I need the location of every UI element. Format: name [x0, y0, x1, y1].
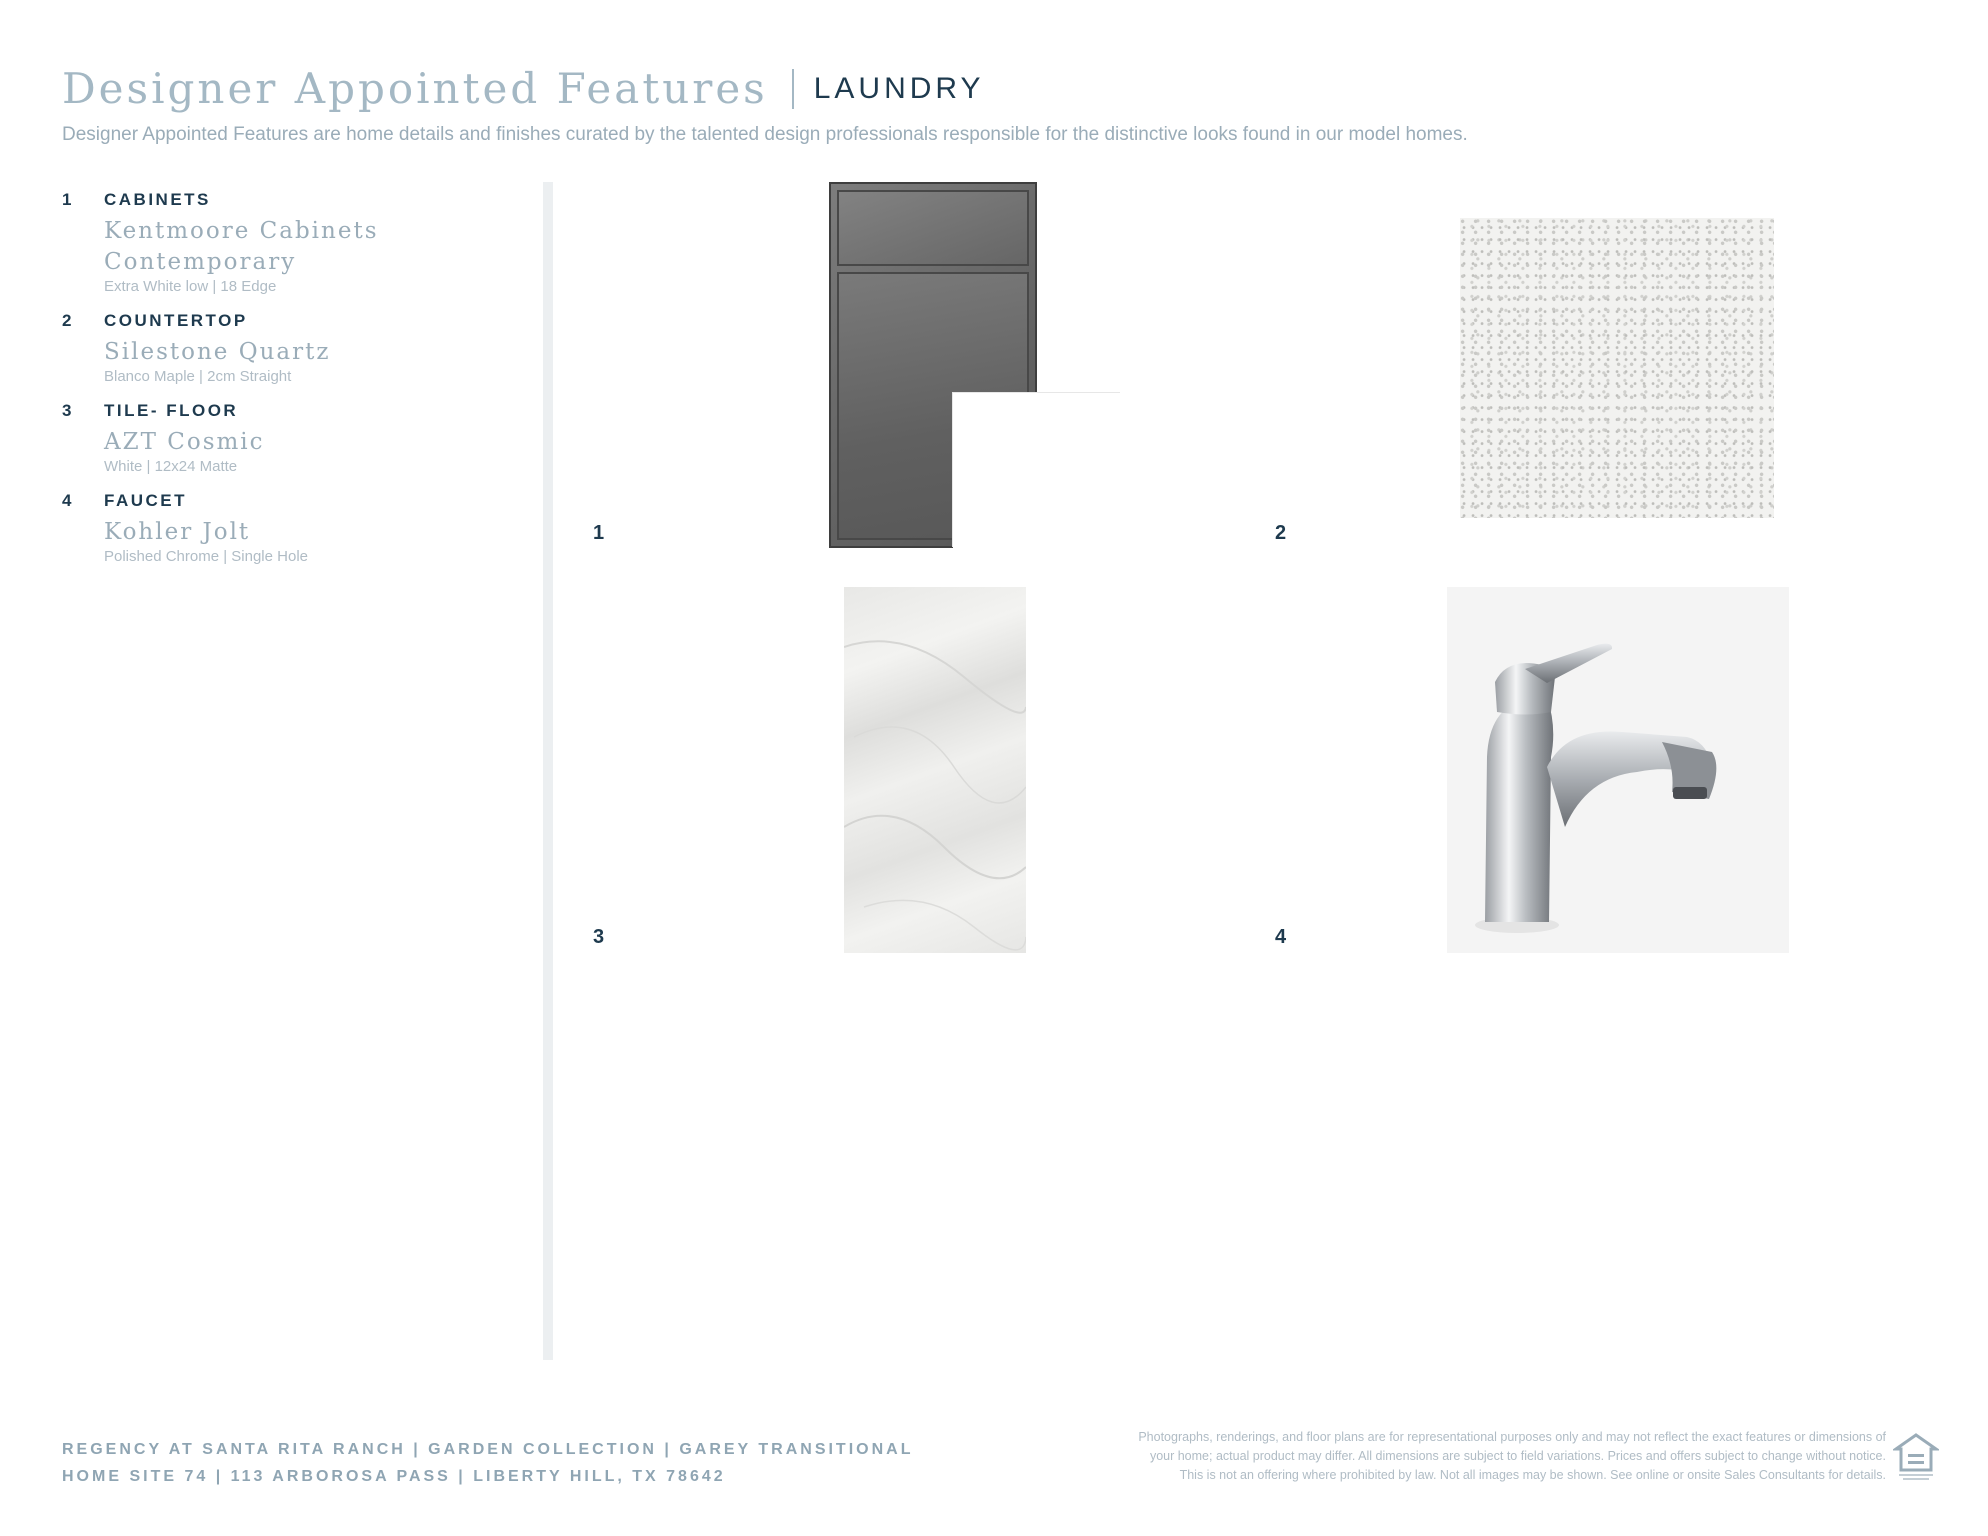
feature-category: FAUCET: [104, 491, 187, 510]
equal-housing-opportunity-icon: [1893, 1432, 1939, 1482]
intro-text: Designer Appointed Features are home details and finishes curated by the talented design professionals responsible for the distinctive looks found in our model homes.: [62, 124, 1468, 145]
cabinet-top-rail: [837, 190, 1029, 266]
image-label-1: 1: [593, 522, 605, 544]
feature-category: CABINETS: [104, 190, 211, 209]
title-room: LAUNDRY: [813, 71, 985, 105]
vertical-divider: [543, 182, 553, 1360]
feature-name: Silestone Quartz: [104, 339, 331, 365]
feature-item-cabinets: [62, 190, 502, 295]
image-label-2: 2: [1275, 522, 1287, 544]
feature-number: 3: [62, 401, 72, 420]
feature-detail: Extra White low | 18 Edge: [104, 278, 277, 295]
title-separator: [792, 69, 794, 109]
feature-name: [104, 216, 502, 278]
feature-item-faucet: [62, 491, 502, 565]
feature-category: COUNTERTOP: [104, 311, 248, 330]
feature-detail: White | 12x24 Matte: [104, 458, 238, 475]
community-address: [62, 1436, 913, 1490]
feature-item-tile-floor: [62, 401, 502, 475]
disclaimer-line: This is not an offering where prohibited by law. Not all images may be shown. See online or onsite Sales Consultants for details.: [1179, 1468, 1886, 1482]
disclaimer-line: your home; actual product may differ. All dimensions are subject to field variations. Prices and offers subject to change without notice.: [1149, 1449, 1886, 1463]
image-label-4: 4: [1275, 926, 1287, 948]
title-main: Designer Appointed Features: [62, 64, 768, 113]
page-title: [62, 64, 985, 113]
feature-name-line: Contemporary: [104, 249, 297, 275]
cabinet-color-swatch: [953, 393, 1121, 548]
feature-name: Kohler Jolt: [104, 519, 251, 545]
faucet-image: [1447, 587, 1789, 953]
feature-category: TILE- FLOOR: [104, 401, 239, 420]
feature-number: 4: [62, 491, 72, 510]
faucet-icon: [1447, 587, 1789, 953]
image-label-3: 3: [593, 926, 605, 948]
feature-number: 2: [62, 311, 72, 330]
feature-number: 1: [62, 190, 72, 209]
floor-tile-image: [844, 587, 1026, 953]
tile-veining: [844, 587, 1026, 953]
address-line: HOME SITE 74 | 113 ARBOROSA PASS | LIBERTY HILL, TX 78642: [62, 1468, 726, 1485]
feature-name-line: Kentmoore Cabinets: [104, 218, 379, 244]
disclaimer: [980, 1428, 1886, 1485]
feature-name: AZT Cosmic: [104, 429, 265, 455]
countertop-sample-image: [1460, 218, 1774, 518]
feature-detail: Blanco Maple | 2cm Straight: [104, 368, 292, 385]
community-line: REGENCY AT SANTA RITA RANCH | GARDEN COLLECTION | GAREY TRANSITIONAL: [62, 1441, 914, 1458]
feature-detail: Polished Chrome | Single Hole: [104, 548, 309, 565]
feature-list: [62, 190, 502, 581]
disclaimer-line: Photographs, renderings, and floor plans are for representational purposes only and may not reflect the exact features or dimensions of: [1138, 1430, 1886, 1444]
feature-item-countertop: [62, 311, 502, 385]
